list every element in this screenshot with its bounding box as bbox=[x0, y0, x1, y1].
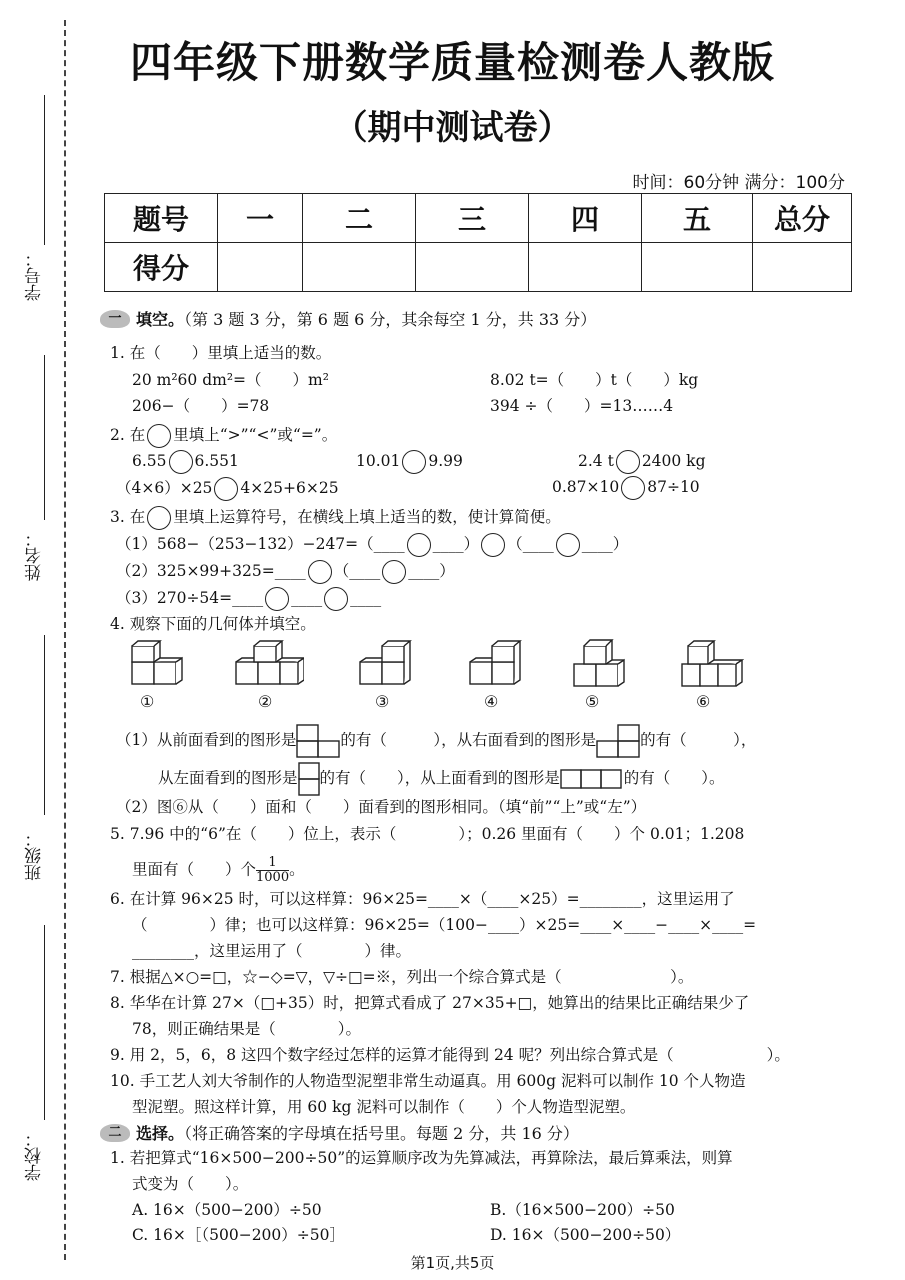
blank[interactable]: ____ bbox=[432, 535, 464, 553]
q4-text: （1）从前面看到的图形是 bbox=[116, 731, 297, 749]
q9: 9. 用 2，5，6，8 这四个数字经过怎样的运算才能得到 24 呢？列出综合算式是（ ）。 bbox=[110, 1046, 790, 1064]
q3-text: （2）325×99+325= bbox=[116, 562, 275, 580]
q2-right: 2400 kg bbox=[641, 452, 706, 470]
figure-label: ④ bbox=[484, 692, 499, 711]
q3-head-a: 3. 在 bbox=[110, 508, 146, 526]
cube-figure-2 bbox=[234, 640, 304, 688]
cube-figure-4 bbox=[468, 640, 524, 688]
paren: ） bbox=[612, 535, 629, 553]
c1-option-b[interactable]: B.（16×500−200）÷50 bbox=[490, 1201, 675, 1219]
section-2-header bbox=[100, 1121, 579, 1144]
score-table bbox=[104, 193, 852, 292]
q2-left: 2.4 t bbox=[578, 452, 614, 470]
figure-label: ③ bbox=[375, 692, 390, 711]
q2-head-a: 2. 在 bbox=[110, 426, 146, 444]
paren: （ bbox=[507, 535, 523, 553]
section-note: （将正确答案的字母填在括号里。每题 2 分，共 16 分） bbox=[184, 1124, 579, 1143]
score-header-cell: 题号 bbox=[105, 194, 218, 243]
q10-line2: 型泥塑。照这样计算，用 60 kg 泥料可以制作（ ）个人物造型泥塑。 bbox=[132, 1098, 636, 1116]
score-row bbox=[105, 243, 852, 292]
blank[interactable]: ____ bbox=[522, 535, 554, 553]
score-row-label: 得分 bbox=[105, 243, 218, 292]
q3-text: （3）270÷54= bbox=[116, 589, 233, 607]
answer-circle[interactable] bbox=[265, 587, 289, 611]
answer-circle[interactable] bbox=[407, 533, 431, 557]
q4-text: 的有（ ）。 bbox=[623, 769, 725, 787]
binding-dash-line bbox=[64, 20, 66, 1260]
q5-line1: 5. 7.96 中的“6”在（ ）位上，表示（ ）；0.26 里面有（ ）个 0.01；1.208 bbox=[110, 825, 745, 843]
q4-text: 从左面看到的图形是 bbox=[158, 769, 298, 787]
q4-part1-line1 bbox=[116, 724, 756, 758]
q4-part2: （2）图⑥从（ ）面和（ ）面看到的图形相同。（填“前”“上”或“左”） bbox=[116, 798, 647, 816]
q2-left: 6.55 bbox=[132, 452, 167, 470]
blank[interactable]: ____ bbox=[349, 562, 381, 580]
answer-circle[interactable] bbox=[402, 450, 426, 474]
q2-left: 0.87×10 bbox=[552, 478, 620, 496]
section-badge: 二 bbox=[100, 1124, 130, 1142]
score-cell[interactable] bbox=[529, 243, 642, 292]
q1-b: 8.02 t=（ ）t（ ）kg bbox=[490, 371, 699, 389]
q2-right: 4×25+6×25 bbox=[240, 479, 339, 497]
q2-left: 10.01 bbox=[356, 452, 401, 470]
c1-option-c[interactable]: C. 16×［（500−200）÷50］ bbox=[132, 1226, 345, 1244]
figure-label: ⑥ bbox=[696, 692, 711, 711]
page-title: 四年级下册数学质量检测卷人教版 bbox=[129, 38, 775, 87]
name-label: 姓名： bbox=[25, 530, 45, 581]
q3-text: （1）568−（253−132）−247=（ bbox=[116, 535, 374, 553]
answer-circle[interactable] bbox=[616, 450, 640, 474]
time-info: 时间：60分钟 满分：100分 bbox=[632, 173, 845, 193]
c1-option-a[interactable]: A. 16×（500−200）÷50 bbox=[132, 1201, 322, 1219]
section-note: （第 3 题 3 分，第 6 题 6 分，其余每空 1 分，共 33 分） bbox=[184, 310, 597, 329]
q2-item-3 bbox=[578, 450, 706, 474]
blank[interactable]: ____ bbox=[291, 589, 323, 607]
answer-circle[interactable] bbox=[382, 560, 406, 584]
q1-a: 20 m²60 dm²=（ ）m² bbox=[132, 371, 329, 389]
section-title: 填空。 bbox=[136, 310, 185, 329]
q3-head-b: 里填上运算符号，在横线上填上适当的数，使计算简便。 bbox=[173, 508, 561, 526]
q5-text: 里面有（ ）个 bbox=[132, 860, 257, 879]
q5-line2 bbox=[132, 856, 305, 885]
answer-circle[interactable] bbox=[308, 560, 332, 584]
q7: 7. 根据△×○=□，☆−◇=▽，▽÷□=※，列出一个综合算式是（ ）。 bbox=[110, 968, 694, 986]
blank[interactable]: ____ bbox=[581, 535, 613, 553]
cube-figure-5 bbox=[572, 636, 632, 690]
figure-label: ② bbox=[258, 692, 273, 711]
view-shape-top bbox=[560, 769, 624, 789]
figure-label: ① bbox=[140, 692, 155, 711]
fraction-denominator: 1000 bbox=[256, 870, 290, 885]
q6-line2: （ ）律；也可以这样算：96×25=（100−____）×25=____×____−____×____= bbox=[132, 916, 757, 934]
score-header-cell: 一 bbox=[218, 194, 303, 243]
school-line bbox=[44, 925, 45, 1120]
score-header-row bbox=[105, 194, 852, 243]
answer-circle[interactable] bbox=[214, 477, 238, 501]
answer-circle[interactable] bbox=[621, 476, 645, 500]
cube-figure-6 bbox=[680, 638, 744, 690]
q8-line1: 8. 华华在计算 27×（□+35）时，把算式看成了 27×35+□，她算出的结果比正确结果少了 bbox=[110, 994, 750, 1012]
blank[interactable]: ____ bbox=[350, 589, 382, 607]
q2-left: （4×6）×25 bbox=[116, 479, 213, 497]
fraction-numerator: 1 bbox=[256, 856, 289, 871]
q2-right: 9.99 bbox=[428, 452, 463, 470]
score-cell[interactable] bbox=[642, 243, 753, 292]
c1-line1: 1. 若把算式“16×500−200÷50”的运算顺序改为先算减法，再算除法，最后算乘法，则算 bbox=[110, 1149, 733, 1167]
page-footer: 第1页,共5页 bbox=[410, 1254, 495, 1272]
fraction bbox=[256, 856, 289, 885]
q2-item-5 bbox=[552, 476, 700, 500]
q8-line2: 78，则正确结果是（ ）。 bbox=[132, 1020, 361, 1038]
cube-figure-3 bbox=[358, 640, 414, 688]
answer-circle[interactable] bbox=[169, 450, 193, 474]
q3-line-2 bbox=[116, 559, 455, 584]
q2-item-2 bbox=[356, 450, 463, 474]
compare-circle bbox=[147, 424, 171, 448]
section-badge: 一 bbox=[100, 310, 130, 328]
cube-figure-1 bbox=[130, 640, 186, 688]
q2-head bbox=[110, 423, 337, 448]
class-label: 班级： bbox=[25, 830, 45, 881]
score-cell[interactable] bbox=[218, 243, 303, 292]
q2-head-b: 里填上“>”“<”或“=”。 bbox=[173, 426, 338, 444]
q1-head: 1. 在（ ）里填上适当的数。 bbox=[110, 344, 332, 362]
q2-item-1 bbox=[132, 450, 239, 474]
paren: （ bbox=[333, 562, 350, 580]
q6-line3: ________，这里运用了（ ）律。 bbox=[132, 942, 412, 960]
q3-line-3 bbox=[116, 586, 381, 611]
q4-head: 4. 观察下面的几何体并填空。 bbox=[110, 615, 316, 633]
q10-line1: 10. 手工艺人刘大爷制作的人物造型泥塑非常生动逼真。用 600g 泥料可以制作 10 个人物造 bbox=[110, 1072, 746, 1090]
answer-circle[interactable] bbox=[324, 587, 348, 611]
score-header-cell: 五 bbox=[642, 194, 753, 243]
c1-option-d[interactable]: D. 16×（500−200÷50） bbox=[490, 1226, 681, 1244]
q1-d: 394 ÷（ ）=13……4 bbox=[490, 397, 674, 415]
q2-right: 87÷10 bbox=[647, 478, 700, 496]
score-header-cell: 三 bbox=[416, 194, 529, 243]
class-line bbox=[44, 635, 45, 815]
q4-text: 的有（ ），从右面看到的图形是 bbox=[340, 731, 597, 749]
answer-circle[interactable] bbox=[556, 533, 580, 557]
score-cell[interactable] bbox=[753, 243, 852, 292]
score-cell[interactable] bbox=[416, 243, 529, 292]
q3-line-1 bbox=[116, 532, 628, 557]
paren: ） bbox=[463, 535, 480, 553]
page-subtitle: （期中测试卷） bbox=[333, 108, 572, 148]
q6-line1: 6. 在计算 96×25 时，可以这样算：96×25=____×（____×25）=________，这里运用了 bbox=[110, 890, 735, 908]
q4-part1-line2 bbox=[158, 762, 725, 796]
blank[interactable]: ____ bbox=[232, 589, 264, 607]
q4-text: 的有（ ），从上面看到的图形是 bbox=[319, 769, 560, 787]
paren: ） bbox=[439, 562, 455, 580]
blank[interactable]: ____ bbox=[373, 535, 405, 553]
operator-circle bbox=[147, 506, 171, 530]
school-label: 学校： bbox=[25, 1130, 45, 1181]
score-header-cell: 二 bbox=[303, 194, 416, 243]
answer-circle[interactable] bbox=[481, 533, 505, 557]
section-1-header bbox=[100, 307, 596, 330]
view-shape-right bbox=[596, 724, 640, 758]
score-cell[interactable] bbox=[303, 243, 416, 292]
section-title: 选择。 bbox=[136, 1124, 185, 1143]
view-shape-front bbox=[296, 724, 340, 758]
student-id-label: 学号： bbox=[25, 250, 45, 301]
blank[interactable]: ____ bbox=[408, 562, 440, 580]
q2-right: 6.551 bbox=[194, 452, 239, 470]
q3-head bbox=[110, 505, 561, 530]
score-header-cell: 总分 bbox=[753, 194, 852, 243]
q1-c: 206−（ ）=78 bbox=[132, 397, 270, 415]
q2-item-4 bbox=[116, 476, 339, 501]
q5-text: 。 bbox=[289, 860, 305, 879]
score-header-cell: 四 bbox=[529, 194, 642, 243]
c1-line2: 式变为（ ）。 bbox=[132, 1175, 249, 1193]
view-shape-left bbox=[298, 762, 320, 796]
name-line bbox=[44, 355, 45, 520]
q4-text: 的有（ ）， bbox=[640, 731, 757, 749]
figure-label: ⑤ bbox=[585, 692, 600, 711]
blank[interactable]: ____ bbox=[274, 562, 306, 580]
